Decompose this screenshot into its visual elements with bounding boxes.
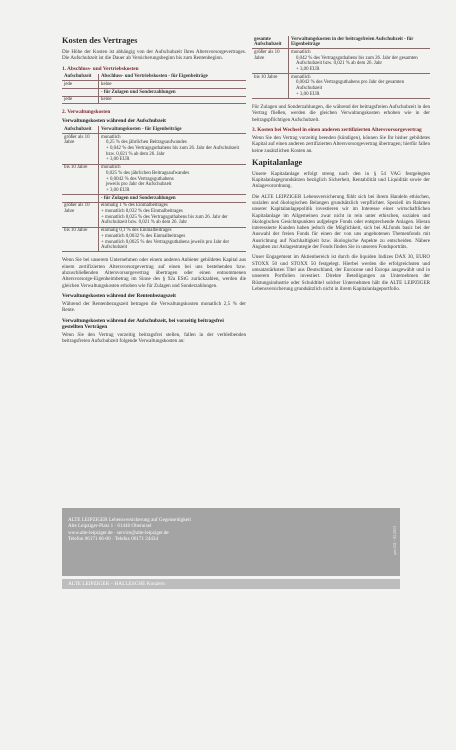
subheading-verwaltung-aufschub: Verwaltungskosten während der Aufschubzeit (62, 118, 166, 125)
table-cell: einmalig 0,1 % des Einmalbeitrages (101, 228, 172, 234)
heading-verwaltungskosten: 2. Verwaltungskosten (62, 109, 111, 116)
footer-contact-box (62, 508, 400, 576)
table-cell: jede (62, 96, 99, 104)
section-title-kapitalanlage: Kapitalanlage (252, 157, 303, 167)
table-header: Aufschubzeit (62, 74, 99, 81)
table-beitragsfrei (252, 36, 430, 99)
footer-brand-bar (62, 579, 400, 589)
table-cell: bis 10 Jahre (62, 227, 99, 252)
company-name: ALTE LEIPZIGER Lebensversicherung auf Gegenseitigkeit (68, 517, 191, 523)
paragraph-rentenbezugszeit: Während der Rentenbezugszeit betragen die Verwaltungskosten monatlich 2,5 % der Rente. (62, 300, 246, 314)
table-cell: größer als 10 Jahre (62, 134, 99, 165)
company-address: Alte Leipziger-Platz 1 · 61440 Oberursel (68, 523, 152, 530)
table-cell: monatlich (291, 74, 311, 80)
table-cell: 0,0042 % des Vertragsguthabens pro Jahr der gesamten Aufschubzeit (296, 80, 405, 92)
paragraph-kapitalanlage-2: Die ALTE LEIPZIGER Lebensversicherung fühlt sich bei ihrem Handeln ethischen, sozialen und ökologischen Belangen grundsätzlich verpflichtet. Speziell im Rahmen unserer Kapitalanlagepolitik investieren wir im Interesse einer wirtschaftlichen Kapitalanlage im Allgemeinen zwar nicht in rein unter ethischen, sozialen und ökologischen Gesichtspunkten aufgelegte Fonds oder entsprechende Anlagen. Hieran interessierte Kunden haben jedoch die Möglichkeit, sich bei ALfonds basic bei der Auswahl der freien Fonds für einen der von uns angebotenen Themenfonds mit Ausrichtung auf Nachhaltigkeit bzw. ökologische Aspekte zu entscheiden. Nähere Angaben zur Anlagestrategie der Fonds finden Sie in unseren Fondsporträts. (252, 193, 430, 251)
table-cell: 0,25 % des jährlichen Beitragsaufwandes (106, 140, 187, 146)
table-cell: jede (62, 81, 99, 89)
table-cell: + 0,0042 % des Vertragsguthabens (106, 176, 174, 182)
right-column (252, 36, 430, 296)
paragraph-uebertragung: Wenn Sie bei unserem Unternehmen oder einem anderen Anbieter gebildetes Kapital aus einem zertifizierten Altersvorsorgevertrag auf einen bei uns bestehenden bzw. abzuschließenden Altersvorsorgevertrag übertragen oder einen entnommenen Altersvorsorge-Eigenheimbetrag im Sinne des § 92a EStG zurückzahlen, werden die gleichen Verwaltungskosten erhoben wie für Zulagen und Sonderzahlungen. (62, 257, 246, 289)
table-cell: + 3,00 EUR (106, 157, 130, 163)
paragraph-beitragsfrei: Wenn Sie den Vertrag vorzeitig beitragsfrei stellen, fallen in der verbleibenden beitragsfreien Aufschubzeit folgende Verwaltungskosten an: (62, 331, 246, 344)
intro-paragraph: Die Höhe der Kosten ist abhängig von der Aufschubzeit Ihres Altersvorsorgevertrages. Die Aufschubzeit ist die Dauer ab Versicherungsbeginn bis zum Rentenbeginn. (62, 49, 246, 62)
form-code: pm 241 - 01.2013 (392, 526, 397, 555)
table-abschlusskosten (62, 74, 246, 105)
table-cell: + monatlich 0,025 % des Vertragsguthabens bis zum 26. Jahr der Aufschubzeit bzw. 0,021 % ab dem 26. Jahr (101, 214, 228, 226)
heading-beitragsfrei: Verwaltungskosten während der Aufschubzeit, bei vorzeitig beitragsfrei gestellten Verträgen (62, 317, 224, 330)
company-web: www.alte-leipziger.de · service@alte-leipziger.de (68, 529, 169, 536)
table-cell: größer als 10 Jahre (252, 49, 289, 74)
table-header: Verwaltungskosten - für Eigenbeiträge (99, 126, 247, 133)
section-title-kosten: Kosten des Vertrages (62, 36, 138, 45)
table-header: Aufschubzeit (62, 126, 99, 133)
table-header: Verwaltungskosten in der beitragsfreien Aufschubzeit - für Eigenbeiträge (289, 36, 431, 49)
table-cell: + 3,00 EUR (106, 187, 130, 193)
table-cell: 0,025 % des jährlichen Beitragsaufwandes (106, 170, 190, 176)
table-cell: einmalig 1 % des Einmalbeitrages (101, 203, 168, 209)
table-cell: + monatlich 0,0032 % des Einmalbeitrages (101, 233, 186, 239)
table-cell: bis 10 Jahre (62, 164, 99, 195)
table-cell: monatlich (101, 165, 121, 171)
heading-abschlusskosten: 1. Abschluss- und Vertriebskosten (62, 65, 139, 72)
table-subheader: - für Zulagen und Sonderzahlungen (99, 89, 247, 97)
table-cell: + monatlich 0,032 % des Einmalbeitrages (101, 209, 183, 215)
table-subheader: - für Zulagen und Sonderzahlungen (99, 195, 247, 203)
table-cell: größer als 10 Jahre (62, 202, 99, 227)
table-cell: monatlich (291, 49, 311, 55)
table-cell: + 3,00 EUR (296, 67, 320, 73)
paragraph-wechsel: Wenn Sie den Vertrag vorzeitig beenden (kündigen), können Sie Ihr bisher gebildetes Kapital auf einen anderen zertifizierten Altersvorsorgevertrag übertragen; hierfür fallen keine zusätzlichen Kosten an. (252, 134, 430, 154)
paragraph-kapitalanlage-1: Unsere Kapitalanlage erfolgt streng nach den in § 54 VAG festgelegten Kapitalanlagegrundsätzen bezüglich Sicherheit, Rentabilität und Liquidität sowie der Anlagevorordnung. (252, 170, 430, 190)
table-header: gesamte Aufschubzeit (252, 36, 289, 49)
heading-rentenbezugszeit: Verwaltungskosten während der Rentenbezugszeit (62, 292, 176, 299)
table-cell: keine (99, 96, 247, 104)
table-header: Abschluss- und Vertriebskosten - für Eigenbeiträge (99, 74, 247, 81)
brand-text: ALTE LEIPZIGER – HALLESCHE Konzern (68, 581, 165, 587)
company-phone: Telefon 06171 66-00 · Telefax 06171 24434 (68, 535, 159, 542)
table-cell: jeweils pro Jahr der Aufschubzeit (106, 182, 172, 188)
left-column (62, 36, 246, 348)
table-cell: + monatlich 0,0025 % des Vertragsguthabens jeweils pro Jahr der Aufschubzeit (101, 239, 230, 251)
table-verwaltungskosten (62, 126, 246, 252)
table-cell: 0,042 % des Vertragsguthabens bis zum 26. Jahr der gesamten Aufschubzeit bzw. 0,021 % ab dem 26. Jahr (296, 55, 418, 67)
table-cell: bis 10 Jahre (252, 74, 289, 99)
heading-wechsel: 3. Kosten bei Wechsel in einen anderen zertifizierten Altersvorsorgevertrag (252, 126, 422, 133)
table-cell: + 0,042 % des Vertragsguthabens bis zum 26. Jahr der Aufschubzeit bzw. 0,021 % ab dem 26. Jahr (106, 146, 240, 157)
table-cell: keine (99, 81, 247, 89)
paragraph-kapitalanlage-3: Unser Engagement im Aktienbereich ist durch die liquiden Indizes DAX 30, EURO STOXX 50 und STOXX 50 festgelegt. Hierbei werden die erfolgreichsten und umsatzstärksten Titel aus Deutschland, der Eurozone und Europa ausgewählt und in unserem Portfolien investiert. Direkte Beteiligungen an Unternehmen der Rüstungsindustrie oder Schuldtitel solcher Unternehmen hält die ALTE LEIPZIGER Lebensversicherung grundsätzlich nicht in ihrem Kapitalanlageportfolio. (252, 254, 430, 292)
table-cell: + 3,00 EUR (296, 91, 320, 97)
paragraph-zulagen: Für Zulagen und Sonderzahlungen, die während der beitragsfreien Aufschubzeit in den Vertrag fließen, werden die gleichen Verwaltungskosten erhoben wie in der beitragspflichtigen Aufschubzeit. (252, 104, 430, 123)
table-cell: monatlich (101, 134, 121, 140)
